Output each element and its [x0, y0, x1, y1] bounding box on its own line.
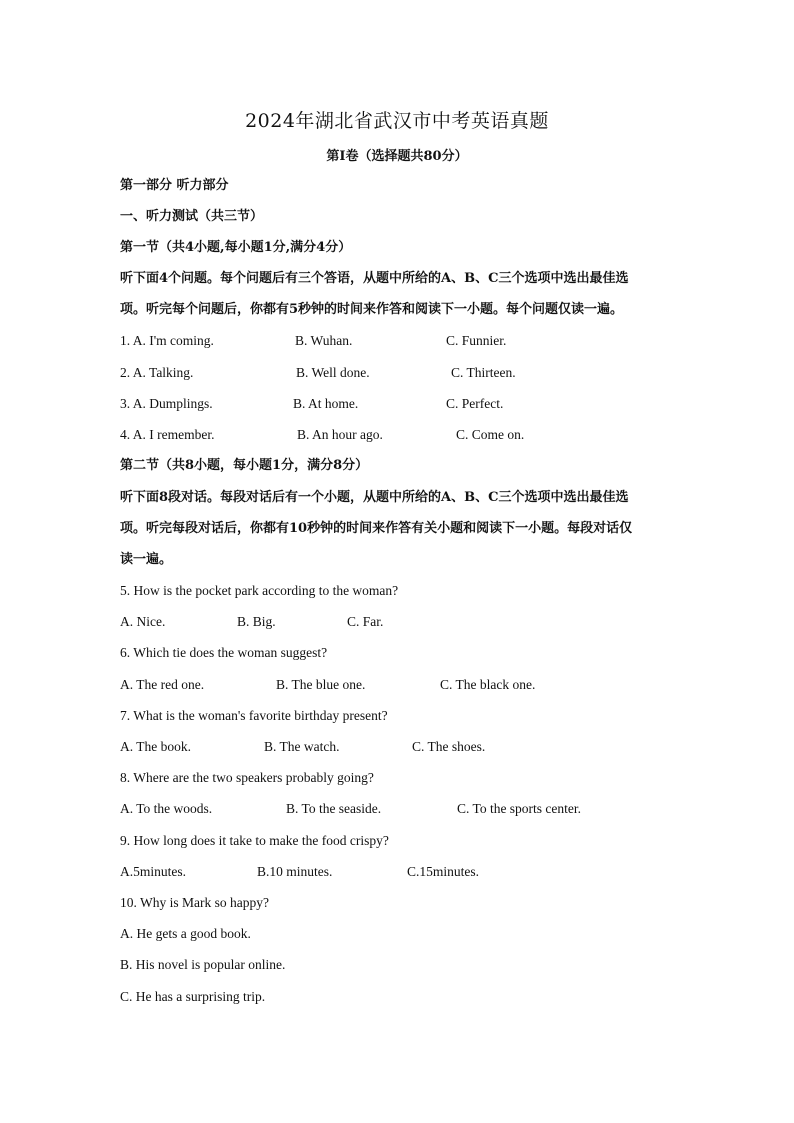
option-a: A. The book.: [120, 739, 191, 754]
option-a: A. To the woods.: [120, 801, 213, 816]
option-b: B. The watch.: [264, 739, 340, 754]
option-c: C. The shoes.: [412, 739, 486, 754]
section2-instruction-line2: 项。听完每段对话后，你都有10秒钟的时间来作答有关小题和阅读下一小题。每段对话仅: [120, 521, 633, 536]
question-stem: 7. What is the woman's favorite birthday present?: [120, 708, 388, 723]
option-b: B. Big.: [237, 614, 276, 629]
option-a: A. The red one.: [120, 677, 205, 692]
option-b: B. Well done.: [296, 365, 370, 380]
section2-instruction-line3: 读一遍。: [120, 552, 173, 567]
option-c: C. The black one.: [440, 677, 536, 692]
question-stem: 8. Where are the two speakers probably going?: [120, 770, 374, 785]
option-a: A.5minutes.: [120, 864, 186, 879]
option-c: C. He has a surprising trip.: [120, 989, 266, 1004]
option-b: B. An hour ago.: [297, 427, 383, 442]
option-b: B. To the seaside.: [286, 801, 382, 816]
question-stem: 9. How long does it take to make the food crispy?: [120, 833, 389, 848]
page-title: 2024年湖北省武汉市中考英语真题: [245, 110, 549, 132]
option-c: C. To the sports center.: [457, 801, 582, 816]
question-stem: 10. Why is Mark so happy?: [120, 895, 269, 910]
option-b: B.10 minutes.: [257, 864, 333, 879]
part-heading: 第一部分 听力部分: [120, 178, 229, 193]
option-c: C. Far.: [347, 614, 384, 629]
paper-subtitle: 第I卷（选择题共80分）: [326, 149, 468, 164]
section2-heading: 第二节（共8小题，每小题1分，满分8分）: [120, 458, 369, 473]
section1-instruction-line2: 项。听完每个问题后，你都有5秒钟的时间来作答和阅读下一小题。每个问题仅读一遍。: [120, 302, 624, 317]
listening-heading: 一、听力测试（共三节）: [120, 209, 264, 224]
option-a: 4. A. I remember.: [120, 427, 215, 442]
option-c: C. Thirteen.: [451, 365, 516, 380]
option-c: C. Funnier.: [446, 333, 507, 348]
option-b: B. Wuhan.: [295, 333, 353, 348]
option-c: C. Come on.: [456, 427, 525, 442]
question-stem: 5. How is the pocket park according to the woman?: [120, 583, 399, 598]
option-b: B. His novel is popular online.: [120, 957, 286, 972]
option-a: A. Nice.: [120, 614, 166, 629]
section2-instruction-line1: 听下面8段对话。每段对话后有一个小题，从题中所给的A、B、C三个选项中选出最佳选: [120, 490, 629, 505]
section1-heading: 第一节（共4小题,每小题1分,满分4分）: [120, 240, 352, 255]
option-a: A. He gets a good book.: [120, 926, 251, 941]
option-b: B. The blue one.: [276, 677, 366, 692]
option-c: C. Perfect.: [446, 396, 504, 411]
option-a: 2. A. Talking.: [120, 365, 194, 380]
option-a: 1. A. I'm coming.: [120, 333, 214, 348]
option-a: 3. A. Dumplings.: [120, 396, 213, 411]
section1-instruction-line1: 听下面4个问题。每个问题后有三个答语，从题中所给的A、B、C三个选项中选出最佳选: [120, 271, 629, 286]
option-b: B. At home.: [293, 396, 359, 411]
question-stem: 6. Which tie does the woman suggest?: [120, 645, 328, 660]
option-c: C.15minutes.: [407, 864, 480, 879]
